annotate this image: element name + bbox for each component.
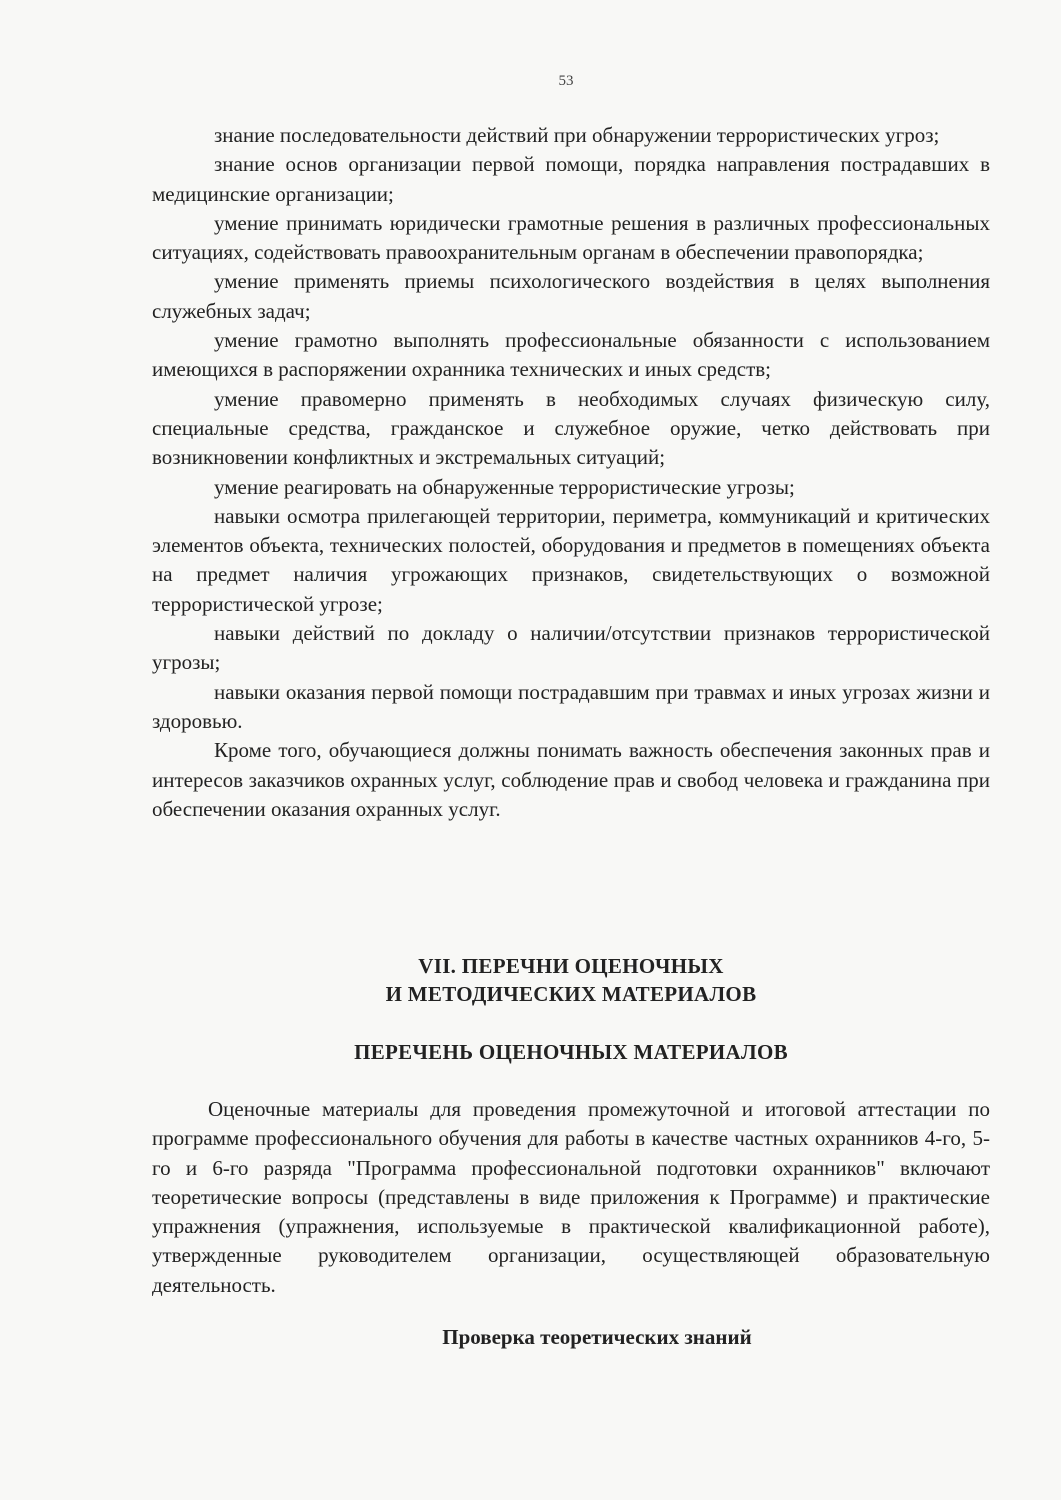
list-item: знание последовательности действий при обнаружении террористических угроз; [214, 123, 940, 147]
section-title-line-1: VII. ПЕРЕЧНИ ОЦЕНОЧНЫХ [418, 954, 724, 978]
list-item: навыки оказания первой помощи пострадавшим при травмах и иных угрозах жизни и здоровью. [152, 679, 990, 733]
page-number: 53 [558, 73, 574, 89]
subsection-title: ПЕРЕЧЕНЬ ОЦЕНОЧНЫХ МАТЕРИАЛОВ [354, 1040, 788, 1064]
competency-list [152, 121, 990, 824]
sub-heading: Проверка теоретических знаний [442, 1325, 752, 1349]
section-title [152, 952, 990, 1008]
list-item: навыки осмотра прилегающей территории, периметра, коммуникаций и критических элементов объекта, технических полостей, оборудования и предметов в помещениях объекта на предмет наличия угрожающих признаков, свидетельствующих о возможной террористической угрозе; [152, 503, 990, 616]
assessment-paragraph: Оценочные материалы для проведения промежуточной и итоговой аттестации по программе профессионального обучения для работы в качестве частных охранников 4-го, 5-го и 6-го разряда "Программа профессиональной подготовки охранников" включают теоретические вопросы (представлены в виде приложения к Программе) и практические упражнения (упражнения, используемые в практической квалификационной работе), утвержденные руководителем организации, осуществляющей образовательную деятельность. [152, 1097, 990, 1297]
closing-paragraph: Кроме того, обучающиеся должны понимать важность обеспечения законных прав и интересов заказчиков охранных услуг, соблюдение прав и свобод человека и гражданина при обеспечении оказания охранных услуг. [152, 738, 990, 821]
list-item: умение грамотно выполнять профессиональные обязанности с использованием имеющихся в распоряжении охранника технических и иных средств; [152, 328, 990, 382]
section-title-line-2: И МЕТОДИЧЕСКИХ МАТЕРИАЛОВ [385, 982, 757, 1006]
list-item: умение правомерно применять в необходимых случаях физическую силу, специальные средства, гражданское и служебное оружие, четко действовать при возникновении конфликтных и экстремальных ситуаций; [152, 386, 990, 470]
assessment-section [152, 1095, 990, 1300]
list-item: умение принимать юридически грамотные решения в различных профессиональных ситуациях, содействовать правоохранительным органам в обеспечении правопорядка; [152, 210, 990, 265]
list-item: навыки действий по докладу о наличии/отсутствии признаков террористической угрозы; [152, 621, 990, 675]
list-item: знание основ организации первой помощи, порядка направления пострадавших в медицинские организации; [152, 152, 990, 206]
list-item: умение применять приемы психологического воздействия в целях выполнения служебных задач; [152, 269, 990, 323]
list-item: умение реагировать на обнаруженные террористические угрозы; [214, 474, 795, 499]
